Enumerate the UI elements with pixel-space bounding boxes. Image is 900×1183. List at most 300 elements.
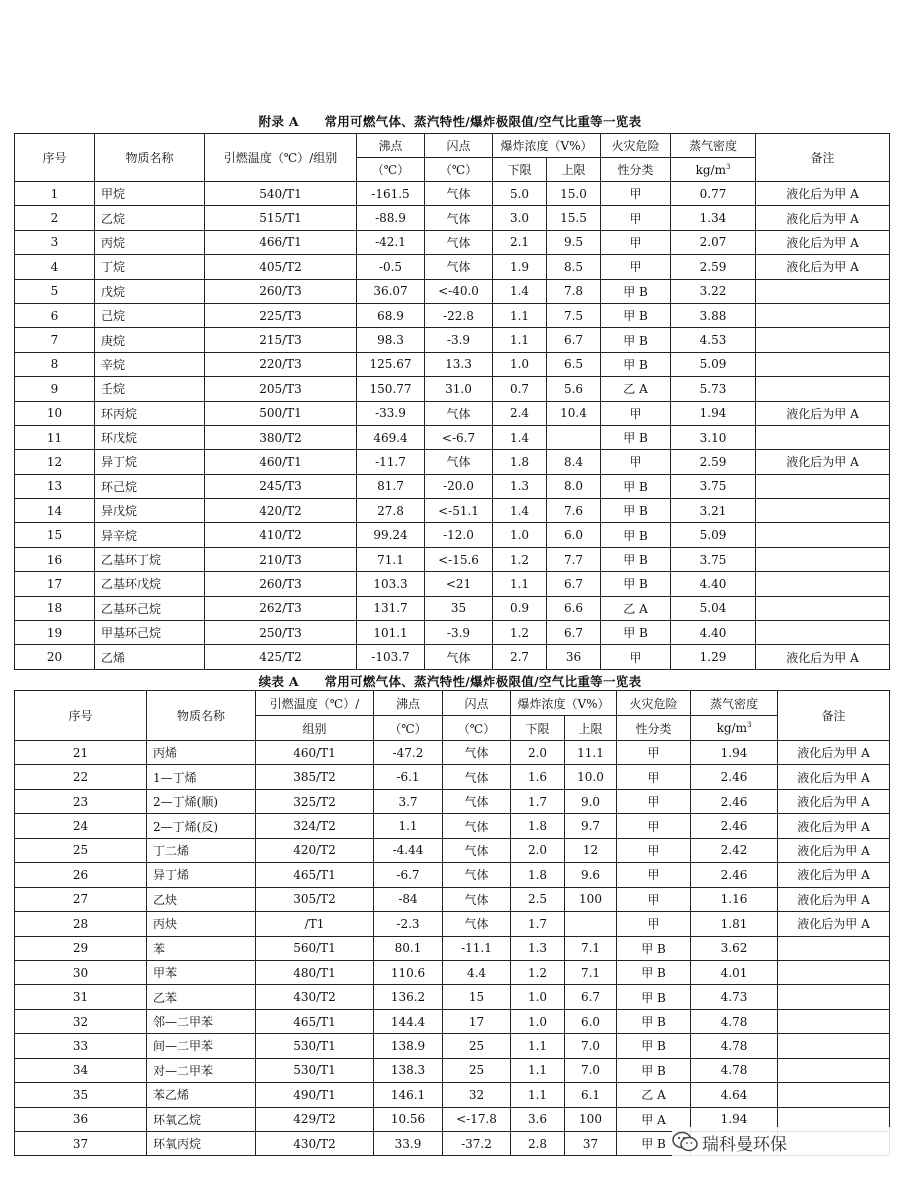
cell-name: 丙烷 (95, 230, 205, 254)
cell-name: 对—二甲苯 (147, 1058, 256, 1082)
cell-flash: -3.9 (425, 328, 493, 352)
cell-remark: 液化后为甲 A (756, 182, 890, 206)
table-row (15, 328, 890, 352)
cell-upper: 6.0 (547, 523, 601, 547)
cell-fire-class: 甲 B (601, 474, 671, 498)
cell-name: 乙炔 (147, 887, 256, 911)
cell-name: 异丁烷 (95, 450, 205, 474)
cell-name: 间—二甲苯 (147, 1034, 256, 1058)
cell-fire-class: 甲 (617, 887, 691, 911)
cell-boil: 136.2 (374, 985, 443, 1009)
cell-name: 丁二烯 (147, 838, 256, 862)
cell-upper (547, 425, 601, 449)
cell-flash: <21 (425, 572, 493, 596)
cell-ignition: 460/T1 (256, 741, 374, 765)
cell-fire-class: 甲 B (601, 499, 671, 523)
cell-seq: 21 (15, 741, 147, 765)
cell-density: 2.46 (691, 814, 778, 838)
cell-density: 3.62 (691, 936, 778, 960)
cell-lower: 1.1 (493, 303, 547, 327)
cell-density: 2.46 (691, 765, 778, 789)
header-flash: 闪点 (443, 691, 511, 716)
cell-seq: 3 (15, 230, 95, 254)
cell-name: 庚烷 (95, 328, 205, 352)
header-fire: 火灾危险 (617, 691, 691, 716)
cell-upper: 6.0 (565, 1009, 617, 1033)
cell-density: 4.40 (671, 572, 756, 596)
cell-remark (778, 1058, 890, 1082)
table-row (15, 499, 890, 523)
cell-flash: <-40.0 (425, 279, 493, 303)
cell-ignition: 260/T3 (205, 279, 357, 303)
cell-boil: 101.1 (357, 621, 425, 645)
cell-flash: 气体 (443, 887, 511, 911)
cell-ignition: 465/T1 (256, 1009, 374, 1033)
cell-remark (756, 621, 890, 645)
cell-boil: 81.7 (357, 474, 425, 498)
cell-density: 4.78 (691, 1009, 778, 1033)
table-row (15, 765, 890, 789)
cell-lower: 2.7 (493, 645, 547, 669)
cell-remark: 液化后为甲 A (778, 838, 890, 862)
cell-seq: 13 (15, 474, 95, 498)
cell-boil: -103.7 (357, 645, 425, 669)
cell-density: 4.73 (691, 985, 778, 1009)
cell-name: 2—丁烯(顺) (147, 789, 256, 813)
header-boil-unit: （℃） (357, 158, 425, 182)
cell-lower: 1.8 (511, 814, 565, 838)
cell-ignition: 305/T2 (256, 887, 374, 911)
cell-upper: 37 (565, 1132, 617, 1156)
header-boil: 沸点 (357, 134, 425, 158)
table-row (15, 789, 890, 813)
cell-ignition: 466/T1 (205, 230, 357, 254)
cell-boil: 125.67 (357, 352, 425, 376)
cell-density: 3.75 (671, 474, 756, 498)
cell-upper: 6.7 (547, 572, 601, 596)
cell-boil: 33.9 (374, 1132, 443, 1156)
cell-upper: 6.7 (547, 621, 601, 645)
cell-boil: 138.3 (374, 1058, 443, 1082)
cell-ignition: 205/T3 (205, 377, 357, 401)
header-lower: 下限 (511, 716, 565, 741)
cell-flash: 气体 (425, 206, 493, 230)
table-row (15, 547, 890, 571)
cell-lower: 1.4 (493, 279, 547, 303)
cell-boil: 3.7 (374, 789, 443, 813)
cell-remark (756, 303, 890, 327)
table2-body (15, 741, 890, 1156)
cell-fire-class: 甲 (617, 814, 691, 838)
table-row (15, 887, 890, 911)
cell-seq: 2 (15, 206, 95, 230)
cell-boil: 138.9 (374, 1034, 443, 1058)
cell-flash: 气体 (425, 255, 493, 279)
cell-lower: 1.6 (511, 765, 565, 789)
watermark-text: 瑞科曼环保 (702, 1134, 787, 1155)
cell-lower: 1.3 (493, 474, 547, 498)
cell-seq: 36 (15, 1107, 147, 1131)
cell-flash: -12.0 (425, 523, 493, 547)
cell-flash: 25 (443, 1034, 511, 1058)
cell-fire-class: 乙 A (617, 1083, 691, 1107)
cell-upper: 7.7 (547, 547, 601, 571)
cell-upper: 9.6 (565, 863, 617, 887)
cell-name: 1—丁烯 (147, 765, 256, 789)
cell-flash: <-15.6 (425, 547, 493, 571)
cell-seq: 37 (15, 1132, 147, 1156)
cell-boil: 110.6 (374, 960, 443, 984)
table-row (15, 377, 890, 401)
cell-fire-class: 甲 (601, 230, 671, 254)
header-ignition-group: 组别 (256, 716, 374, 741)
cell-seq: 34 (15, 1058, 147, 1082)
cell-seq: 25 (15, 838, 147, 862)
cell-flash: 气体 (443, 741, 511, 765)
cell-fire-class: 甲 (601, 645, 671, 669)
cell-ignition: 262/T3 (205, 596, 357, 620)
table2 (14, 690, 890, 1156)
cell-remark (778, 985, 890, 1009)
cell-fire-class: 甲 B (601, 425, 671, 449)
header-ignition: 引燃温度（℃）/ (256, 691, 374, 716)
table-row (15, 352, 890, 376)
cell-lower: 1.1 (511, 1058, 565, 1082)
cell-ignition: 430/T2 (256, 985, 374, 1009)
cell-fire-class: 甲 B (617, 960, 691, 984)
cell-remark (778, 960, 890, 984)
cell-upper: 7.6 (547, 499, 601, 523)
cell-boil: -42.1 (357, 230, 425, 254)
cell-density: 4.01 (691, 960, 778, 984)
cell-fire-class: 甲 B (617, 1034, 691, 1058)
cell-seq: 14 (15, 499, 95, 523)
cell-fire-class: 甲 (601, 255, 671, 279)
table-row (15, 645, 890, 669)
header-explosion: 爆炸浓度（V%） (493, 134, 601, 158)
cell-upper: 9.0 (565, 789, 617, 813)
cell-ignition: 480/T1 (256, 960, 374, 984)
cell-upper: 100 (565, 1107, 617, 1131)
cell-name: 异丁烯 (147, 863, 256, 887)
table1-body (15, 182, 890, 670)
cell-upper: 12 (565, 838, 617, 862)
cell-boil: 10.56 (374, 1107, 443, 1131)
cell-flash: -37.2 (443, 1132, 511, 1156)
cell-ignition: 490/T1 (256, 1083, 374, 1107)
cell-lower: 1.8 (511, 863, 565, 887)
cell-seq: 7 (15, 328, 95, 352)
cell-remark: 液化后为甲 A (756, 206, 890, 230)
cell-density: 3.75 (671, 547, 756, 571)
cell-upper: 5.6 (547, 377, 601, 401)
cell-boil: -47.2 (374, 741, 443, 765)
cell-remark (756, 425, 890, 449)
cell-seq: 29 (15, 936, 147, 960)
cell-remark: 液化后为甲 A (778, 912, 890, 936)
table-row (15, 741, 890, 765)
cell-upper: 100 (565, 887, 617, 911)
cell-fire-class: 乙 A (601, 596, 671, 620)
cell-upper: 6.7 (565, 985, 617, 1009)
table-row (15, 572, 890, 596)
cell-seq: 6 (15, 303, 95, 327)
cell-upper: 8.5 (547, 255, 601, 279)
cell-density: 0.77 (671, 182, 756, 206)
cell-seq: 30 (15, 960, 147, 984)
cell-boil: 36.07 (357, 279, 425, 303)
header-fire: 火灾危险 (601, 134, 671, 158)
cell-boil: -2.3 (374, 912, 443, 936)
cell-seq: 24 (15, 814, 147, 838)
cell-density: 3.21 (671, 499, 756, 523)
cell-density: 4.78 (691, 1034, 778, 1058)
cell-upper: 9.5 (547, 230, 601, 254)
cell-ignition: 380/T2 (205, 425, 357, 449)
cell-remark: 液化后为甲 A (778, 887, 890, 911)
cell-boil: 98.3 (357, 328, 425, 352)
cell-upper: 8.0 (547, 474, 601, 498)
cell-upper: 7.0 (565, 1034, 617, 1058)
header-explosion: 爆炸浓度（V%） (511, 691, 617, 716)
table-row (15, 936, 890, 960)
cell-upper: 6.5 (547, 352, 601, 376)
cell-boil: 27.8 (357, 499, 425, 523)
cell-name: 2—丁烯(反) (147, 814, 256, 838)
cell-flash: 气体 (425, 401, 493, 425)
cell-ignition: 530/T1 (256, 1034, 374, 1058)
cell-upper: 10.4 (547, 401, 601, 425)
header-boil-unit: （℃） (374, 716, 443, 741)
cell-ignition: 245/T3 (205, 474, 357, 498)
header-remark: 备注 (778, 691, 890, 741)
cell-remark: 液化后为甲 A (778, 814, 890, 838)
cell-name: 乙烯 (95, 645, 205, 669)
cell-density: 2.46 (691, 789, 778, 813)
cell-fire-class: 甲 B (601, 523, 671, 547)
cell-boil: -0.5 (357, 255, 425, 279)
cell-flash: 25 (443, 1058, 511, 1082)
cell-lower: 1.2 (493, 547, 547, 571)
cell-ignition: 425/T2 (205, 645, 357, 669)
cell-density: 2.59 (671, 450, 756, 474)
cell-lower: 0.9 (493, 596, 547, 620)
cell-lower: 1.1 (493, 328, 547, 352)
table-row (15, 960, 890, 984)
cell-seq: 22 (15, 765, 147, 789)
cell-seq: 23 (15, 789, 147, 813)
cell-seq: 26 (15, 863, 147, 887)
table-row (15, 1058, 890, 1082)
cell-density: 4.78 (691, 1058, 778, 1082)
header-seq: 序号 (15, 134, 95, 182)
cell-name: 丙烯 (147, 741, 256, 765)
cell-flash: -22.8 (425, 303, 493, 327)
cell-flash: 气体 (425, 645, 493, 669)
cell-lower: 1.8 (493, 450, 547, 474)
cell-seq: 10 (15, 401, 95, 425)
cell-fire-class: 甲 (601, 401, 671, 425)
cell-ignition: 225/T3 (205, 303, 357, 327)
cell-upper: 9.7 (565, 814, 617, 838)
cell-seq: 33 (15, 1034, 147, 1058)
table-row (15, 523, 890, 547)
cell-remark (756, 596, 890, 620)
cell-seq: 15 (15, 523, 95, 547)
cell-density: 3.88 (671, 303, 756, 327)
header-lower: 下限 (493, 158, 547, 182)
cell-ignition: 430/T2 (256, 1132, 374, 1156)
cell-remark (756, 499, 890, 523)
cell-name: 丁烷 (95, 255, 205, 279)
cell-seq: 27 (15, 887, 147, 911)
cell-fire-class: 甲 A (617, 1107, 691, 1131)
cell-ignition: 410/T2 (205, 523, 357, 547)
cell-density: 5.73 (671, 377, 756, 401)
header-upper: 上限 (547, 158, 601, 182)
watermark (672, 1127, 896, 1157)
cell-flash: -11.1 (443, 936, 511, 960)
cell-name: 壬烷 (95, 377, 205, 401)
cell-name: 丙炔 (147, 912, 256, 936)
cell-seq: 32 (15, 1009, 147, 1033)
cell-fire-class: 甲 (617, 789, 691, 813)
cell-boil: -88.9 (357, 206, 425, 230)
cell-boil: -84 (374, 887, 443, 911)
cell-fire-class: 甲 B (601, 621, 671, 645)
cell-density: 4.64 (691, 1083, 778, 1107)
cell-name: 异戊烷 (95, 499, 205, 523)
wechat-icon (672, 1131, 698, 1153)
cell-ignition: 540/T1 (205, 182, 357, 206)
cell-ignition: 385/T2 (256, 765, 374, 789)
cell-ignition: 324/T2 (256, 814, 374, 838)
cell-upper: 8.4 (547, 450, 601, 474)
table-row (15, 303, 890, 327)
header-remark: 备注 (756, 134, 890, 182)
cell-boil: 469.4 (357, 425, 425, 449)
cell-density: 3.22 (671, 279, 756, 303)
table1 (14, 133, 890, 670)
cell-density: 2.42 (691, 838, 778, 862)
cell-flash: 气体 (443, 814, 511, 838)
cell-upper: 7.8 (547, 279, 601, 303)
table-row (15, 450, 890, 474)
cell-lower: 1.9 (493, 255, 547, 279)
cell-remark: 液化后为甲 A (778, 741, 890, 765)
cell-ignition: 220/T3 (205, 352, 357, 376)
cell-density: 4.53 (671, 328, 756, 352)
cell-fire-class: 甲 (617, 838, 691, 862)
cell-seq: 12 (15, 450, 95, 474)
header-density: 蒸气密度 (671, 134, 756, 158)
cell-boil: -33.9 (357, 401, 425, 425)
cell-fire-class: 甲 B (601, 279, 671, 303)
table-row (15, 985, 890, 1009)
cell-upper: 15.5 (547, 206, 601, 230)
cell-boil: 68.9 (357, 303, 425, 327)
cell-flash: 气体 (425, 230, 493, 254)
cell-fire-class: 甲 B (601, 547, 671, 571)
header-name: 物质名称 (147, 691, 256, 741)
cell-name: 甲苯 (147, 960, 256, 984)
cell-name: 甲烷 (95, 182, 205, 206)
cell-density: 5.09 (671, 352, 756, 376)
table-row (15, 621, 890, 645)
cell-flash: 13.3 (425, 352, 493, 376)
cell-density: 1.94 (691, 741, 778, 765)
cell-name: 戊烷 (95, 279, 205, 303)
header-fire-class: 性分类 (617, 716, 691, 741)
cell-density: 2.07 (671, 230, 756, 254)
cell-remark (778, 936, 890, 960)
cell-ignition: 210/T3 (205, 547, 357, 571)
cell-remark (778, 1009, 890, 1033)
cell-flash: -20.0 (425, 474, 493, 498)
table-row (15, 255, 890, 279)
cell-upper: 7.1 (565, 936, 617, 960)
cell-flash: 31.0 (425, 377, 493, 401)
cell-boil: 1.1 (374, 814, 443, 838)
cell-ignition: 250/T3 (205, 621, 357, 645)
table-row (15, 596, 890, 620)
cell-density: 4.40 (671, 621, 756, 645)
cell-flash: 气体 (425, 182, 493, 206)
cell-fire-class: 甲 B (601, 303, 671, 327)
table-row (15, 814, 890, 838)
cell-ignition: 460/T1 (205, 450, 357, 474)
cell-remark (756, 547, 890, 571)
cell-lower: 2.0 (511, 838, 565, 862)
cell-name: 邻—二甲苯 (147, 1009, 256, 1033)
cell-remark (756, 474, 890, 498)
cell-lower: 1.0 (511, 1009, 565, 1033)
cell-ignition: 530/T1 (256, 1058, 374, 1082)
table-row (15, 401, 890, 425)
cell-density: 1.94 (691, 1107, 778, 1131)
cell-boil: 71.1 (357, 547, 425, 571)
cell-remark (778, 1034, 890, 1058)
cell-fire-class: 甲 B (617, 936, 691, 960)
header-flash: 闪点 (425, 134, 493, 158)
cell-boil: 131.7 (357, 596, 425, 620)
cell-boil: 103.3 (357, 572, 425, 596)
cell-name: 乙苯 (147, 985, 256, 1009)
cell-fire-class: 甲 B (601, 352, 671, 376)
cell-remark (756, 352, 890, 376)
cell-lower: 1.2 (511, 960, 565, 984)
cell-ignition: 325/T2 (256, 789, 374, 813)
cell-upper: 6.6 (547, 596, 601, 620)
cell-name: 环丙烷 (95, 401, 205, 425)
table-row (15, 230, 890, 254)
cell-flash: 气体 (443, 789, 511, 813)
cell-density: 3.10 (671, 425, 756, 449)
cell-density: 1.81 (691, 912, 778, 936)
cell-name: 环戊烷 (95, 425, 205, 449)
cell-lower: 1.0 (493, 352, 547, 376)
cell-name: 甲基环己烷 (95, 621, 205, 645)
cell-fire-class: 甲 (617, 863, 691, 887)
cell-remark: 液化后为甲 A (756, 255, 890, 279)
cell-name: 环氧乙烷 (147, 1107, 256, 1131)
cell-flash: 17 (443, 1009, 511, 1033)
cell-name: 环己烷 (95, 474, 205, 498)
table-row (15, 206, 890, 230)
cell-lower: 1.4 (493, 425, 547, 449)
cell-seq: 16 (15, 547, 95, 571)
cell-lower: 1.1 (511, 1034, 565, 1058)
